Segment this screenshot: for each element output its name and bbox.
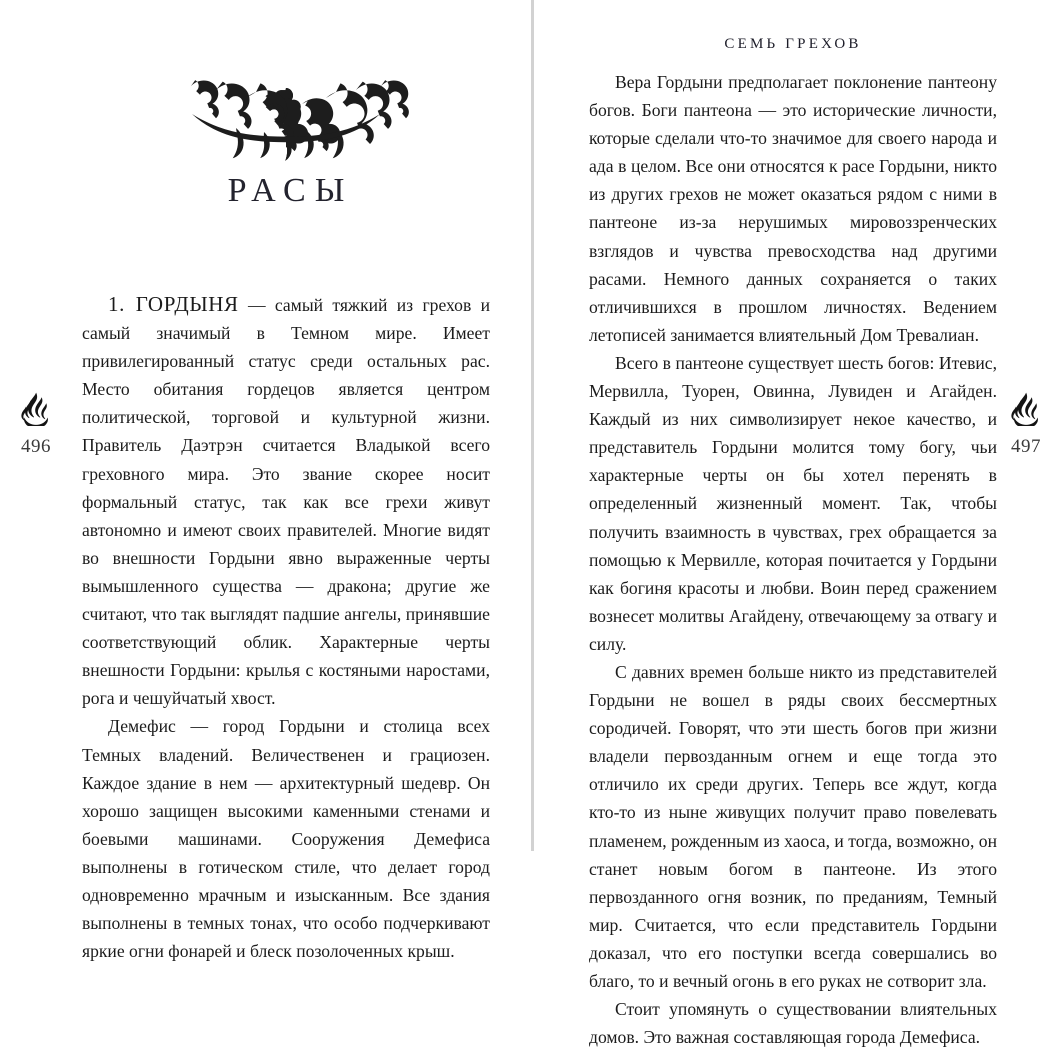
paragraph xyxy=(82,290,490,712)
chapter-title: РАСЫ xyxy=(227,172,354,209)
left-page xyxy=(0,0,531,962)
right-body-copy xyxy=(589,68,997,1051)
lead-in-caps: 1. ГОРДЫНЯ xyxy=(108,292,239,316)
right-textblock xyxy=(589,0,997,1048)
running-head: СЕМЬ ГРЕХОВ xyxy=(724,36,862,52)
flame-icon xyxy=(21,392,51,426)
paragraph: Демефис — город Гордыни и столица всех Темных владений. Величественен и грациозен. Каждое здание в нем — архитектурный шедевр. Он хорошо защищен высокими каменными стенами и боевыми машинами. Сооружения Демефиса выполнены в готическом стиле, что делает город одновременно мрачным и изысканным. Все здания выполнены в темных тонах, что особо подчеркивают яркие огни фонарей и блеск позолоченных крыш. xyxy=(82,716,490,962)
flame-icon xyxy=(1011,392,1041,426)
paragraph: Вера Гордыни предполагает поклонение пантеону богов. Боги пантеона — это исторические личности, которые сделали что-то значимое для своего народа и ада в целом. Все они относятся к расе Гордыни, никто из других грехов не может оказаться рядом с ними в пантеоне из-за нерушимых мировоззренческих взглядов и чувства превосходства над другими расами. Немного данных сохраняется о таких отличившихся в прошлом личностях. Ведением летописей занимается влиятельный Дом Тревалиан. xyxy=(589,72,997,345)
lead-in-rest: — самый тяжкий из грехов и самый значимый в Темном мире. Имеет привилегированный статус среди остальных рас. Место обитания гордецов является центром политической, торговой и культурной жизни. Правитель Даэтрэн считается Владыкой всего греховного мира. Это звание скорее носит формальный статус, так как все грехи живут автономно и имеют своих правителей. Многие видят во внешности Гордыни явно выраженные черты вымышленного существа — дракона; другие же считают, что так выглядят падшие ангелы, принявшие соответствующий облик. Характерные черты внешности Гордыни: крылья с костяными наростами, рога и чешуйчатый хвост. xyxy=(82,295,491,709)
folio-number: 497 xyxy=(1011,436,1041,457)
right-page xyxy=(531,0,1062,1048)
folio-number: 496 xyxy=(21,436,51,457)
paragraph: С давних времен больше никто из представителей Гордыни не вошел в ряды своих бессмертных сородичей. Говорят, что эти шесть богов при жизни владели первозданным огнем и еще тогда это отличило их среди других. Теперь все ждут, когда кто-то из ныне живущих получит право повелевать пламенем, рожденным из хаоса, и тогда, возможно, он станет новым богом в пантеоне. Из этого первозданного огня возник, по преданиям, Темный мир. Считается, что если представитель Гордыни доказал, что его поступки всегда совершались во благо, то и вечный огонь в его руках не сотворит зла. xyxy=(589,661,997,991)
left-textblock xyxy=(82,0,491,962)
ornament-container xyxy=(82,74,490,171)
paragraph: Стоит упомянуть о существовании влиятельных домов. Это важная составляющая города Демефиса. xyxy=(589,999,997,1048)
right-page-margin-mark xyxy=(998,392,1054,458)
left-body-copy xyxy=(82,290,490,965)
paragraph: Всего в пантеоне существует шесть богов: Итевис, Мервилла, Туорен, Овинна, Лувиден и Агайден. Каждый из них символизирует некое качество, и представитель Гордыни молится тому богу, чьи характерные черты он бы хотел перенять в определенный жизненный момент. Так, чтобы получить взаимность в чувствах, грех обращается за помощью к Мервилле, которая почитается у Гордыни как богиня красоты и любви. Воин перед сражением вознесет молитвы Агайдену, отвечающему за отвагу и силу. xyxy=(589,352,997,654)
baroque-flourish-ornament xyxy=(150,74,422,166)
left-page-margin-mark xyxy=(8,392,64,458)
